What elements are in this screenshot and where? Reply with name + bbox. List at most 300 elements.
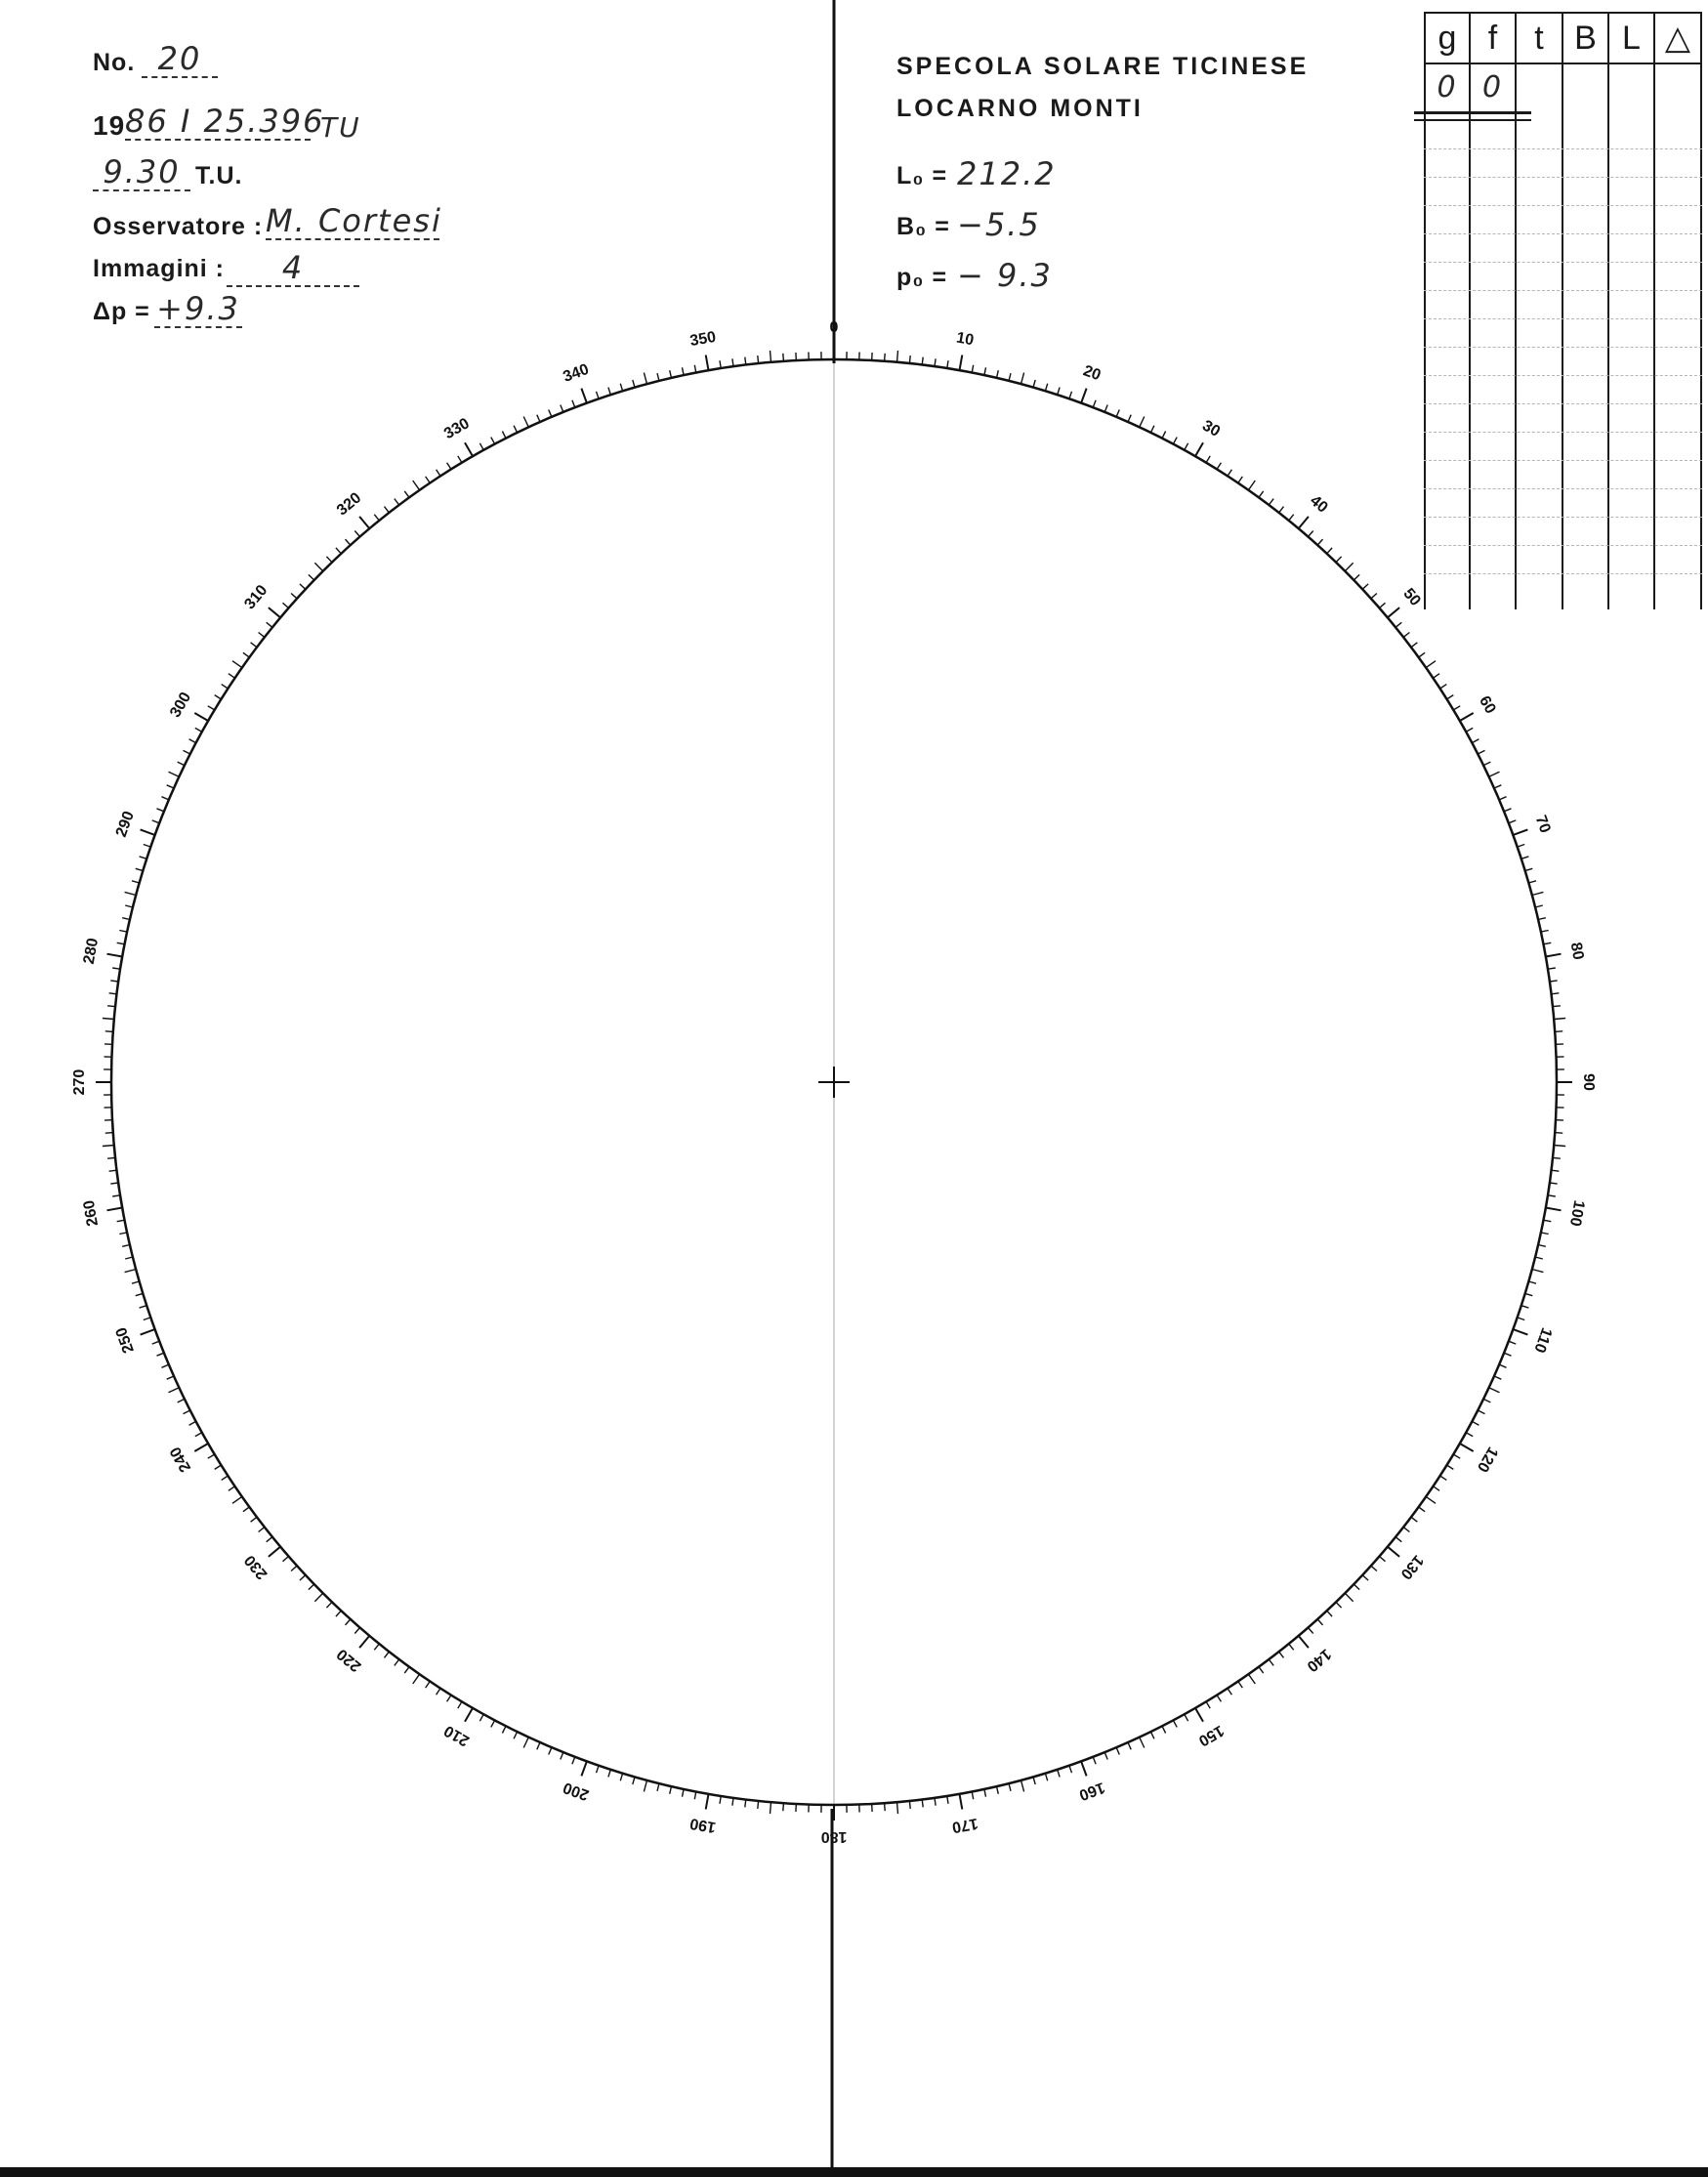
angle-label-160: 160 [1076,1779,1107,1804]
observer-label: Osservatore : [93,213,264,240]
angle-tick [732,1798,733,1806]
angle-tick [491,1720,495,1727]
angle-tick [1489,772,1500,776]
angle-tick [1411,643,1417,648]
angle-tick [326,557,332,563]
angle-tick [633,380,635,388]
angle-tick [1472,739,1479,743]
angle-tick [144,1318,151,1320]
angle-tick [597,1766,600,1774]
angle-tick [1069,1766,1072,1774]
angle-tick [346,539,351,545]
angle-tick [1543,1220,1551,1222]
angle-tick [1104,405,1107,412]
angle-tick [141,829,155,835]
angle-tick [107,1006,115,1007]
angle-tick [1081,389,1087,403]
angle-tick [1289,515,1294,521]
angle-tick [997,1786,999,1794]
angle-tick [1555,1031,1562,1032]
angle-tick [122,918,130,920]
angle-tick [243,652,249,657]
angle-tick [1396,1537,1401,1542]
angle-tick [491,438,495,444]
p0-value: − 9.3 [957,257,1053,294]
angle-tick [657,373,659,381]
angle-tick [479,443,483,450]
angle-tick [1228,1689,1231,1696]
angle-tick [922,1800,923,1808]
angle-label-340: 340 [561,360,592,386]
angle-tick [549,410,552,417]
delta-p-label: Δp = [93,298,150,325]
angle-tick [119,931,127,933]
angle-tick [1543,942,1551,944]
angle-tick [935,1798,936,1806]
angle-tick [132,881,140,883]
angle-tick [117,1220,125,1222]
table-header-t: t [1534,20,1544,57]
angle-label-40: 40 [1307,492,1331,517]
angle-tick [326,1602,332,1608]
angle-tick [222,1476,229,1480]
angle-tick [184,750,190,754]
angle-tick [222,685,229,689]
angle-tick [267,1537,272,1542]
angle-tick [1546,954,1562,957]
angle-tick [1238,1682,1243,1689]
angle-tick [537,1742,540,1749]
angle-tick [1228,470,1231,477]
angle-tick [208,706,215,710]
angle-tick [479,1714,483,1721]
angle-tick [107,1208,123,1211]
angle-tick [374,515,379,521]
angle-tick [103,1146,114,1147]
angle-tick [1173,1720,1177,1727]
angle-tick [447,463,451,470]
angle-tick [1217,1696,1221,1702]
angle-tick [1380,1557,1386,1562]
angle-tick [972,365,974,373]
bottom-edge-bar [0,2167,1708,2177]
angle-label-180: 180 [820,1827,848,1845]
angle-tick [1362,584,1368,589]
angle-tick [620,1774,622,1781]
angle-tick [1173,438,1177,444]
angle-tick [1499,1364,1506,1367]
angle-tick [960,1794,963,1810]
angle-tick [136,868,144,870]
angle-tick [152,1341,160,1344]
angle-tick [109,1170,117,1171]
angle-label-100: 100 [1565,1198,1588,1228]
angle-tick [458,1701,462,1708]
table-header-f: f [1487,20,1498,57]
angle-tick [885,1803,886,1811]
angle-label-330: 330 [441,415,473,443]
angle-tick [758,356,759,363]
angle-tick [189,1421,196,1425]
angle-tick [413,481,420,490]
angle-tick [359,517,369,528]
angle-tick [935,358,936,366]
angle-tick [1327,548,1332,554]
angle-tick [437,470,440,477]
angle-tick [694,1791,696,1799]
angle-tick [561,1752,563,1759]
angle-tick [314,1593,322,1601]
angle-tick [354,1628,359,1634]
angle-tick [1494,785,1501,788]
angle-tick [291,1566,297,1570]
table-header-g: g [1437,20,1457,57]
angle-tick [732,358,733,366]
angle-tick [1162,1726,1166,1733]
angle-tick [1518,845,1525,848]
date-value: 86 I 25.396 [125,103,325,140]
angle-tick [1553,1157,1561,1158]
angle-label-200: 200 [561,1779,592,1804]
angle-tick [897,351,898,362]
angle-tick [385,1652,390,1657]
angle-tick [502,432,506,439]
angle-tick [1426,661,1436,668]
angle-tick [1150,426,1154,433]
table-cell-f: 0 [1481,70,1504,105]
angle-tick [283,603,289,607]
angle-tick [909,1801,910,1809]
angle-label-20: 20 [1080,362,1104,385]
angle-label-130: 130 [1396,1551,1427,1583]
angle-tick [269,607,280,617]
angle-tick [144,845,151,848]
angle-tick [157,1353,164,1356]
angle-tick [259,1528,265,1532]
angle-tick [1528,1281,1536,1283]
angle-label-230: 230 [241,1551,271,1583]
angle-tick [291,594,297,599]
angle-tick [1513,1329,1527,1335]
angle-tick [395,499,399,505]
table-header-l: L [1622,20,1641,57]
angle-tick [758,1801,759,1809]
angle-tick [309,1584,314,1590]
angle-tick [125,892,137,895]
angle-tick [608,1770,610,1778]
angle-tick [984,1789,986,1797]
angle-tick [194,713,208,721]
angle-tick [1403,1528,1409,1532]
angle-tick [125,1257,133,1259]
l0-value: 212.2 [957,155,1057,192]
angle-tick [1093,1757,1096,1765]
angle-tick [633,1777,635,1784]
angle-tick [1317,539,1322,545]
angle-tick [1528,881,1536,883]
angle-tick [1504,1353,1511,1356]
angle-tick [136,1293,144,1295]
delta-p-value: +9.3 [154,293,242,328]
angle-tick [259,633,265,638]
angle-tick [1513,829,1527,835]
angle-tick [1518,1318,1525,1320]
angle-tick [465,442,473,456]
angle-tick [947,1796,948,1804]
angle-label-290: 290 [112,809,138,840]
angle-tick [1388,607,1399,617]
angle-tick [447,1696,451,1702]
angle-tick [1403,633,1409,638]
angle-tick [1553,1006,1561,1007]
angle-tick [1521,1306,1529,1308]
angle-tick [1548,1195,1556,1196]
angle-tick [1371,1566,1377,1570]
table-header-b: B [1574,20,1597,57]
angle-tick [1140,417,1145,428]
angle-tick [1021,373,1024,385]
table-header-delta: △ [1664,20,1691,57]
angle-tick [897,1802,898,1814]
angle-tick [359,1636,369,1648]
angle-tick [581,389,587,403]
b0-label: B₀ = [896,213,950,240]
angle-tick [1362,1575,1368,1580]
angle-label-80: 80 [1566,941,1587,962]
angle-tick [1538,1245,1546,1247]
angle-tick [229,674,235,679]
angle-tick [1426,1496,1436,1503]
angle-tick [572,400,575,408]
angle-tick [125,1270,137,1273]
angle-label-170: 170 [950,1814,979,1836]
angle-label-270: 270 [71,1068,89,1096]
angle-tick [1554,1019,1565,1020]
angle-tick [1440,685,1447,689]
angle-tick [107,954,123,957]
angle-tick [1440,1476,1447,1480]
angle-tick [1033,1777,1035,1784]
angle-tick [1327,1611,1332,1616]
angle-tick [1317,1619,1322,1625]
angle-tick [1460,1444,1474,1451]
angle-tick [1388,1547,1399,1557]
angle-tick [215,695,222,699]
angle-tick [1128,415,1131,422]
angle-tick [1554,1146,1565,1147]
angle-tick [1116,410,1119,417]
angle-tick [1309,1628,1313,1634]
angle-tick [1269,1659,1273,1665]
angle-tick [1279,1652,1284,1657]
table-cell-g: 0 [1437,70,1458,105]
angle-tick [1248,1674,1255,1684]
angle-tick [269,1547,280,1557]
angle-label-250: 250 [112,1324,138,1356]
angle-tick [745,1800,746,1808]
angle-tick [1453,1454,1460,1458]
angle-tick [1299,517,1309,528]
angle-tick [404,491,409,497]
angle-label-30: 30 [1199,417,1224,440]
angle-label-210: 210 [441,1721,473,1749]
angle-label-240: 240 [167,1444,195,1475]
angle-tick [267,622,272,627]
angle-tick [620,384,622,392]
angle-tick [1535,1257,1543,1259]
angle-tick [1550,981,1558,982]
angle-tick [1466,728,1473,732]
angle-tick [1472,1421,1479,1425]
angle-tick [1045,384,1047,392]
angle-tick [346,1619,351,1625]
angle-tick [117,942,125,944]
angle-tick [162,1364,169,1367]
angle-tick [169,1388,180,1393]
angle-tick [1525,868,1533,870]
angle-tick [110,981,118,982]
time-value: 9.30 [93,156,190,191]
angle-tick [1419,1507,1425,1512]
angle-tick [1478,1410,1484,1414]
angle-tick [314,563,322,570]
angle-tick [1380,603,1386,607]
angle-tick [1483,1399,1490,1402]
angle-tick [694,365,696,373]
angle-tick [1058,1770,1060,1778]
angle-tick [972,1791,974,1799]
angle-tick [1460,713,1474,721]
angle-tick [1279,507,1284,513]
angle-tick [1411,1517,1417,1522]
angle-tick [644,373,646,385]
angle-tick [909,356,910,363]
angle-tick [336,548,341,554]
institution-location: LOCARNO MONTI [896,95,1144,122]
angle-tick [1069,392,1072,399]
angle-tick [1478,750,1484,754]
angle-tick [984,367,986,375]
b0-value: −5.5 [957,206,1041,243]
angle-tick [105,1133,113,1134]
angle-tick [1546,1208,1562,1211]
angle-tick [1021,1780,1024,1792]
angle-tick [1525,1293,1533,1295]
angle-tick [706,1794,709,1810]
angle-tick [1466,1433,1473,1437]
angle-tick [465,1708,473,1722]
angle-tick [208,1454,215,1458]
angle-tick [283,1557,289,1562]
angle-tick [354,531,359,537]
angle-tick [1396,622,1401,627]
angle-tick [745,357,746,365]
date-suffix: TU [320,111,361,144]
angle-tick [1259,491,1264,497]
angle-tick [1550,1183,1558,1184]
observer-value: M. Cortesi [266,202,442,239]
angle-tick [229,1486,235,1491]
angle-label-110: 110 [1530,1325,1556,1356]
angle-tick [1195,442,1203,456]
angle-tick [152,820,160,823]
time-suffix: T.U. [195,162,243,189]
angle-tick [1434,674,1440,679]
angle-tick [109,993,117,994]
angle-tick [1336,1602,1342,1608]
angle-label-70: 70 [1531,813,1554,836]
angle-tick [112,1195,120,1196]
angle-tick [141,1329,155,1335]
angle-tick [194,1444,208,1451]
angle-tick [1345,563,1353,570]
angle-tick [1532,1270,1544,1273]
angle-tick [215,1465,222,1469]
angle-tick [947,360,948,368]
angle-tick [1045,1774,1047,1781]
angle-label-150: 150 [1195,1721,1227,1749]
angle-tick [1541,931,1549,933]
angle-tick [300,1575,306,1580]
angle-tick [1552,1170,1560,1171]
angle-tick [1217,463,1221,470]
angle-tick [1447,1465,1454,1469]
angle-tick [184,1410,190,1414]
angle-tick [232,661,242,668]
angle-tick [1371,594,1377,599]
angle-tick [523,1737,528,1748]
angle-tick [597,392,600,399]
angle-label-320: 320 [333,489,365,520]
angle-tick [125,905,133,907]
angle-tick [107,1157,115,1158]
angle-tick [251,643,257,648]
number-label: No. [93,49,136,76]
angle-tick [1494,1376,1501,1379]
angle-tick [1128,1742,1131,1749]
angle-tick [1535,905,1543,907]
angle-tick [572,1757,575,1765]
angle-tick [1185,1714,1188,1721]
angle-tick [1299,1636,1309,1648]
angle-tick [195,1433,202,1437]
angle-tick [1552,993,1560,994]
angle-tick [167,1376,174,1379]
angle-tick [1162,432,1166,439]
angle-tick [232,1496,242,1503]
angle-tick [1336,557,1342,563]
angle-tick [103,1019,114,1020]
angle-label-260: 260 [80,1198,103,1228]
angle-tick [997,370,999,378]
angle-tick [1093,400,1096,408]
angle-tick [1116,1747,1119,1754]
angle-tick [514,1732,518,1738]
angle-tick [1009,1783,1011,1791]
angle-tick [132,1281,140,1283]
angle-tick [413,1674,420,1684]
angle-tick [309,574,314,580]
institution-name: SPECOLA SOLARE TICINESE [896,53,1310,80]
angle-label-140: 140 [1303,1645,1335,1675]
angle-tick [1541,1233,1549,1235]
angle-tick [169,772,180,776]
angle-tick [683,1789,685,1797]
angle-tick [1509,820,1517,823]
angle-label-50: 50 [1399,585,1424,609]
angle-tick [395,1659,399,1665]
angle-tick [644,1780,646,1792]
